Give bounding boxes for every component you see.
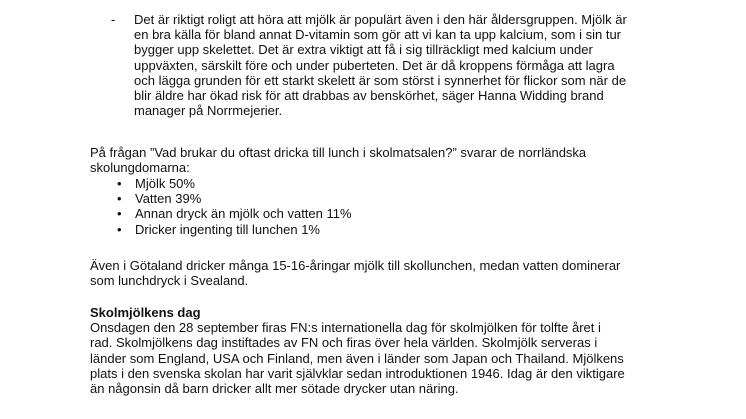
bullet-icon: • [117,191,122,207]
bullet-list [117,176,352,237]
dash-marker: - [111,12,116,27]
gotaland-paragraph [90,258,680,288]
bullet-icon: • [117,176,122,191]
list-item [117,176,352,191]
paragraph-line: rad. Skolmjölkens dag instiftades av FN och firas över hela världen. Skolmjölk serveras i [90,335,598,351]
quote-line: uppväxten, särskilt före och under puberteten. Det är då kroppens förmåga att lagra [134,57,615,73]
quote-line: och lägga grunden för ett starkt skelett är som störst i synnerhet för flickor som när de [134,72,627,88]
list-item [117,222,352,237]
paragraph-line: plats i den svenska skolan har varit självklar sedan introduktionen 1946. Idag är den viktigare [90,365,625,381]
quote-line: bygger upp skelettet. Det är extra viktigt att få i sig tillräckligt med kalcium under [134,42,593,58]
list-item [117,191,352,206]
paragraph-line: Onsdagen den 28 september firas FN:s internationella dag för skolmjölken för tolfte året i [90,320,601,336]
paragraph-line: än någonsin då barn dricker allt mer sötade drycker utan näring. [90,380,459,396]
question-paragraph [90,145,680,175]
list-item-text: Annan dryck än mjölk och vatten 11% [135,206,352,222]
bullet-icon: • [117,206,122,222]
section-heading: Skolmjölkens dag [90,305,201,320]
list-item-text: Vatten 39% [135,191,202,207]
paragraph-line: länder som England, USA och Finland, men även i länder som Japan och Thailand. Mjölkens [90,350,624,366]
paragraph-line: som lunchdryck i Svealand. [90,273,249,289]
quote-line: manager på Norrmejerier. [134,103,283,119]
paragraph-line: Även i Götaland dricker många 15-16-åringar mjölk till skollunchen, medan vatten dominerar [90,258,621,273]
paragraph-line: skolungdomarna: [90,160,190,176]
list-item-text: Mjölk 50% [135,176,195,191]
quote-line: Det är riktigt roligt att höra att mjölk är populärt även i den här åldersgruppen. Mjölk är [134,12,627,27]
list-item [117,206,352,221]
bullet-icon: • [117,221,122,237]
paragraph-line: På frågan ”Vad brukar du oftast dricka till lunch i skolmatsalen?” svarar de norrländska [90,145,587,160]
quote-line: blir äldre har ökad risk för att drabbas av benskörhet, säger Hanna Widding brand [134,87,604,103]
quote-text [134,12,694,118]
list-item-text: Dricker ingenting till lunchen 1% [135,221,320,237]
quote-line: en bra källa för bland annat D-vitamin som gör att vi kan ta upp kalcium, som i sin tur [134,27,621,43]
section-skolmjolkens-dag [90,305,680,396]
